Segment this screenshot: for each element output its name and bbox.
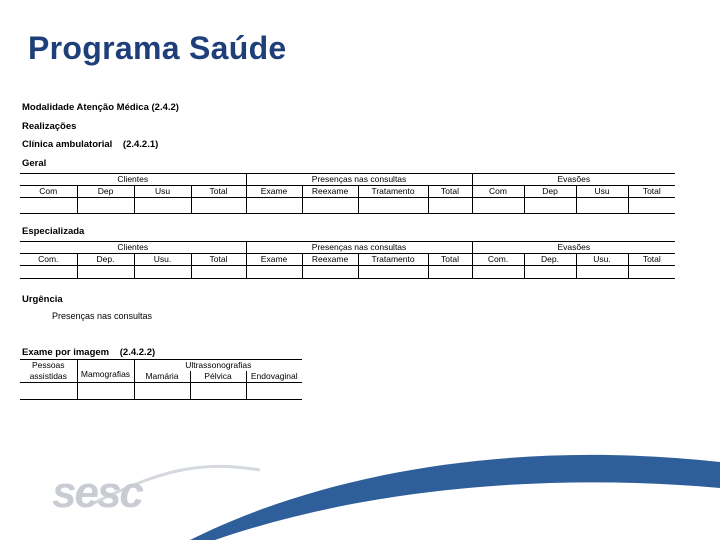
section-modalidade: Modalidade Atenção Médica (2.4.2) bbox=[22, 102, 179, 113]
exame-code: (2.4.2.2) bbox=[119, 347, 156, 358]
clinica-code: (2.4.2.1) bbox=[122, 139, 159, 150]
col-header: Total bbox=[428, 186, 472, 198]
col-header: Total bbox=[191, 254, 246, 266]
pessoas-line1: Pessoas bbox=[31, 360, 65, 370]
col-header: Total bbox=[191, 186, 246, 198]
col-header: Com. bbox=[472, 254, 524, 266]
group-evasoes: Evasões bbox=[472, 174, 675, 186]
exame-label: Exame por imagem bbox=[22, 347, 110, 358]
sesc-logo: sesc bbox=[52, 468, 142, 517]
section-especializada: Especializada bbox=[22, 226, 85, 237]
col-header: Total bbox=[628, 186, 675, 198]
col-header: Com. bbox=[20, 254, 77, 266]
col-header: Endovaginal bbox=[246, 371, 302, 383]
col-header: Dep bbox=[77, 186, 134, 198]
clinica-label: Clínica ambulatorial bbox=[22, 139, 113, 150]
section-urgencia: Urgência bbox=[22, 294, 63, 305]
col-header: Tratamento bbox=[358, 254, 428, 266]
ultrassonografias-header: Ultrassonografias bbox=[134, 360, 302, 372]
group-clientes: Clientes bbox=[20, 242, 246, 254]
col-header: Total bbox=[628, 254, 675, 266]
col-header: Tratamento bbox=[358, 186, 428, 198]
col-header: Com bbox=[472, 186, 524, 198]
col-header: Dep. bbox=[77, 254, 134, 266]
col-header: Pélvica bbox=[190, 371, 246, 383]
page-title: Programa Saúde bbox=[28, 30, 287, 66]
col-header: Usu. bbox=[576, 254, 628, 266]
section-realizacoes: Realizações bbox=[22, 121, 77, 132]
group-evasoes: Evasões bbox=[472, 242, 675, 254]
col-header: Total bbox=[428, 254, 472, 266]
urgencia-presencas: Presenças nas consultas bbox=[52, 311, 153, 321]
col-header: Usu. bbox=[134, 254, 191, 266]
col-header: Reexame bbox=[302, 254, 358, 266]
pessoas-line2: assistidas bbox=[29, 371, 67, 381]
col-header: Dep bbox=[524, 186, 576, 198]
group-clientes: Clientes bbox=[20, 174, 246, 186]
group-presencas: Presenças nas consultas bbox=[246, 174, 472, 186]
group-presencas: Presenças nas consultas bbox=[246, 242, 472, 254]
col-header: Dep. bbox=[524, 254, 576, 266]
col-header: Com bbox=[20, 186, 77, 198]
section-geral: Geral bbox=[22, 158, 47, 169]
col-header: Reexame bbox=[302, 186, 358, 198]
col-header: Mamária bbox=[134, 371, 190, 383]
col-header: Exame bbox=[246, 254, 302, 266]
mamografias-header: Mamografias bbox=[77, 360, 134, 383]
col-header: Usu bbox=[576, 186, 628, 198]
swoosh-band bbox=[190, 455, 720, 540]
col-header: Usu bbox=[134, 186, 191, 198]
col-header: Exame bbox=[246, 186, 302, 198]
